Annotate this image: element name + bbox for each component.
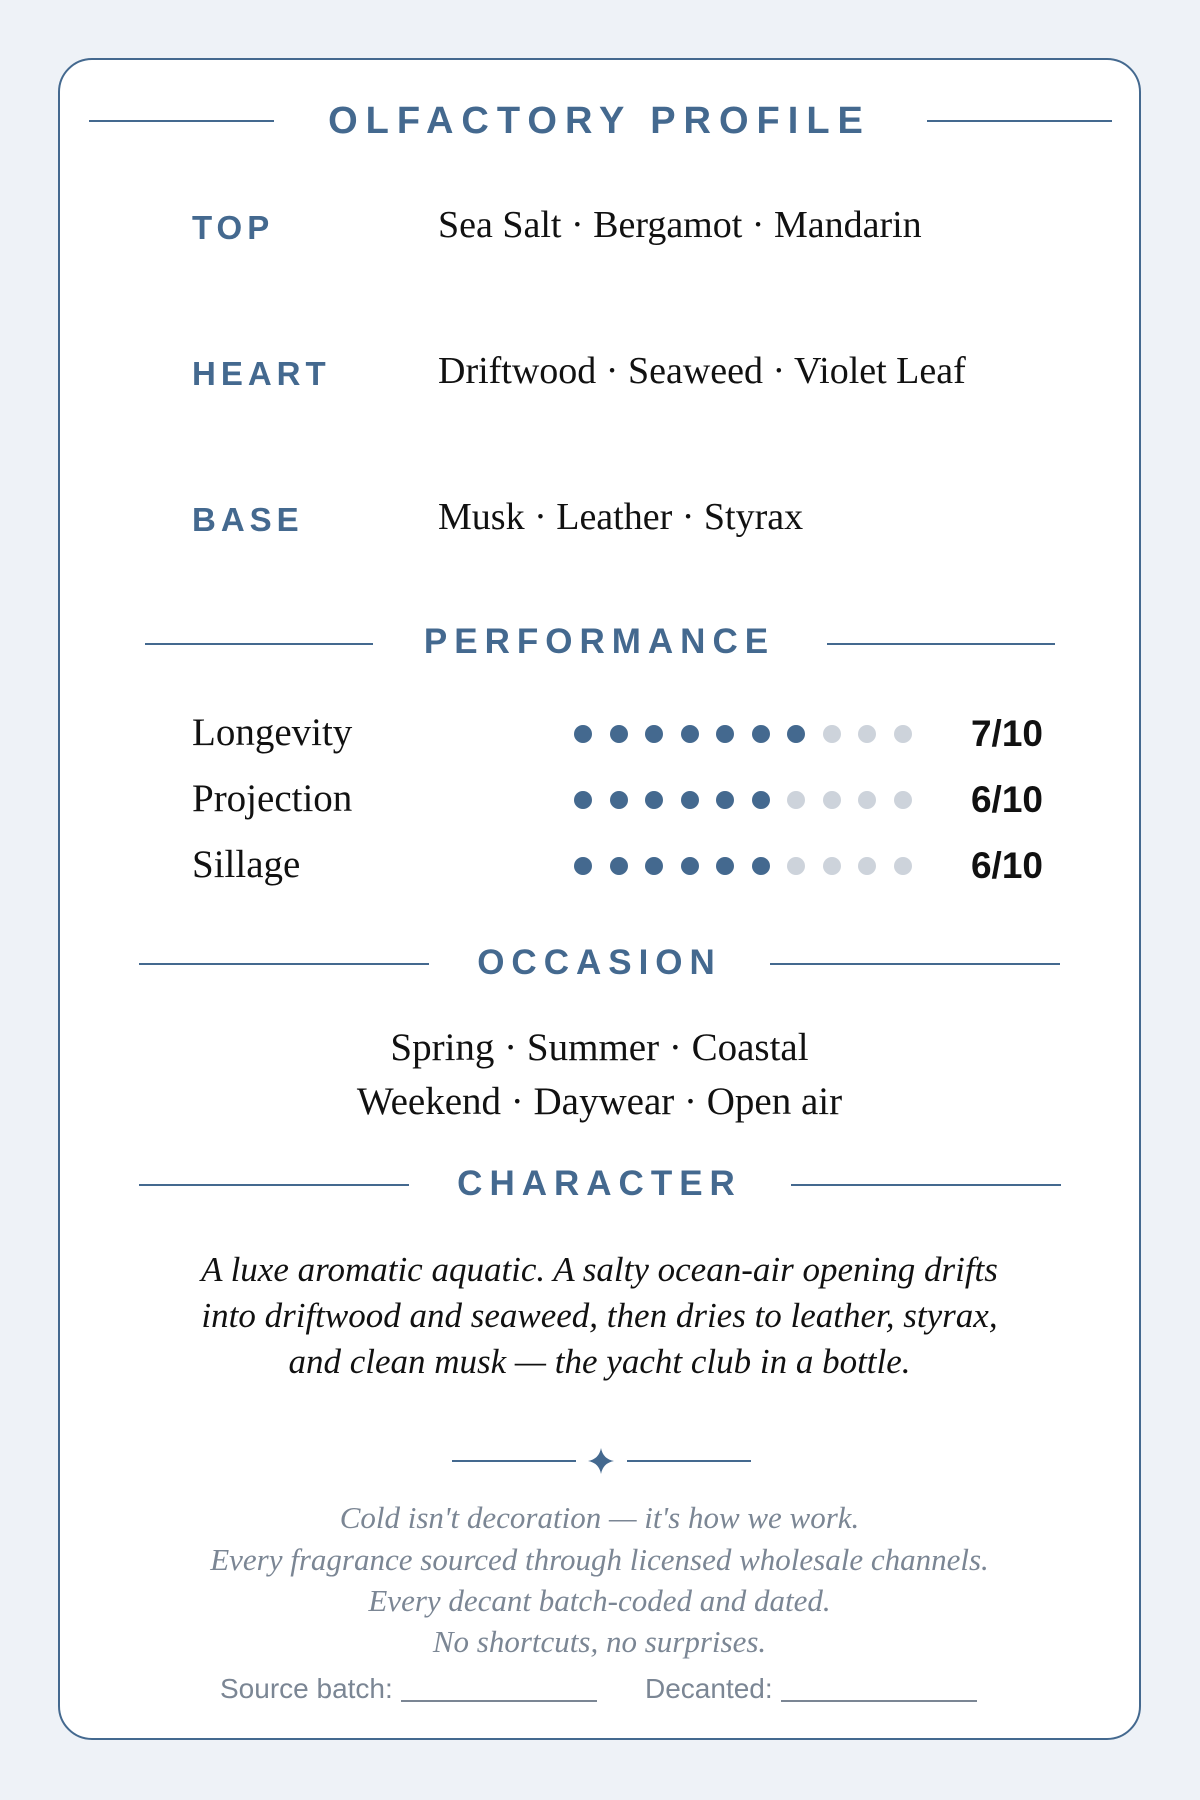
decanted-field [645, 1673, 977, 1705]
rating-dot-filled [681, 791, 699, 809]
rating-dot-empty [858, 791, 876, 809]
score-longevity: 7/10 [970, 713, 1043, 754]
rating-dot-empty [858, 857, 876, 875]
rating-dot-filled [681, 725, 699, 743]
rating-dot-filled [574, 791, 592, 809]
footer-line-2: Every fragrance sourced through licensed wholesale channels. [210, 1542, 989, 1577]
rating-dot-empty [787, 791, 805, 809]
decanted-blank [781, 1700, 977, 1702]
profile-card [58, 58, 1141, 1740]
olfactory-profile-heading: OLFACTORY PROFILE [328, 100, 871, 142]
ornament-rule-left [452, 1460, 576, 1462]
rating-dot-filled [716, 725, 734, 743]
rating-dot-empty [894, 857, 912, 875]
ornament-rule-right [627, 1460, 751, 1462]
performance-heading: PERFORMANCE [423, 622, 776, 661]
character-line-3: and clean musk — the yacht club in a bottle. [288, 1342, 911, 1381]
character-line-1: A luxe aromatic aquatic. A salty ocean-air opening drifts [201, 1250, 998, 1289]
rating-dot-empty [823, 725, 841, 743]
rating-dots-longevity [574, 725, 912, 743]
note-label-base: BASE [192, 501, 304, 538]
note-value-base: Musk · Leather · Styrax [438, 496, 804, 538]
footer-line-4: No shortcuts, no surprises. [432, 1624, 767, 1659]
rating-dot-filled [645, 791, 663, 809]
rating-dot-filled [752, 791, 770, 809]
note-value-top: Sea Salt · Bergamot · Mandarin [438, 204, 922, 246]
rating-dot-filled [752, 857, 770, 875]
rating-dot-filled [752, 725, 770, 743]
decanted-label: Decanted: [645, 1673, 773, 1704]
note-label-top: TOP [192, 209, 275, 246]
occasion-line-1: Spring · Summer · Coastal [390, 1026, 809, 1069]
note-value-heart: Driftwood · Seaweed · Violet Leaf [438, 350, 966, 392]
source-batch-field [220, 1673, 597, 1705]
rating-dot-filled [610, 725, 628, 743]
score-sillage: 6/10 [970, 845, 1043, 886]
metric-label-longevity: Longevity [192, 711, 353, 754]
rating-dot-empty [823, 791, 841, 809]
source-batch-label: Source batch: [220, 1673, 393, 1704]
rating-dot-filled [716, 791, 734, 809]
four-point-star-icon [586, 1446, 616, 1476]
rating-dot-filled [645, 725, 663, 743]
rating-dot-empty [823, 857, 841, 875]
rating-dot-filled [574, 725, 592, 743]
occasion-line-2: Weekend · Daywear · Open air [356, 1080, 843, 1123]
metric-label-projection: Projection [192, 777, 353, 820]
rating-dot-filled [787, 725, 805, 743]
footer-line-3: Every decant batch-coded and dated. [368, 1583, 831, 1618]
rating-dots-projection [574, 791, 912, 809]
rating-dot-filled [610, 857, 628, 875]
rating-dot-filled [574, 857, 592, 875]
rating-dot-empty [787, 857, 805, 875]
source-batch-blank [401, 1700, 597, 1702]
rating-dot-filled [681, 857, 699, 875]
rating-dot-filled [610, 791, 628, 809]
footer-line-1: Cold isn't decoration — it's how we work. [339, 1500, 860, 1535]
rating-dot-empty [894, 791, 912, 809]
character-line-2: into driftwood and seaweed, then dries to leather, styrax, [201, 1296, 998, 1335]
occasion-heading: OCCASION [477, 943, 722, 982]
rating-dot-filled [645, 857, 663, 875]
rating-dot-empty [858, 725, 876, 743]
rating-dot-filled [716, 857, 734, 875]
metric-label-sillage: Sillage [192, 843, 301, 886]
character-heading: CHARACTER [457, 1164, 742, 1203]
rating-dot-empty [894, 725, 912, 743]
score-projection: 6/10 [970, 779, 1043, 820]
note-label-heart: HEART [192, 355, 331, 392]
rating-dots-sillage [574, 857, 912, 875]
